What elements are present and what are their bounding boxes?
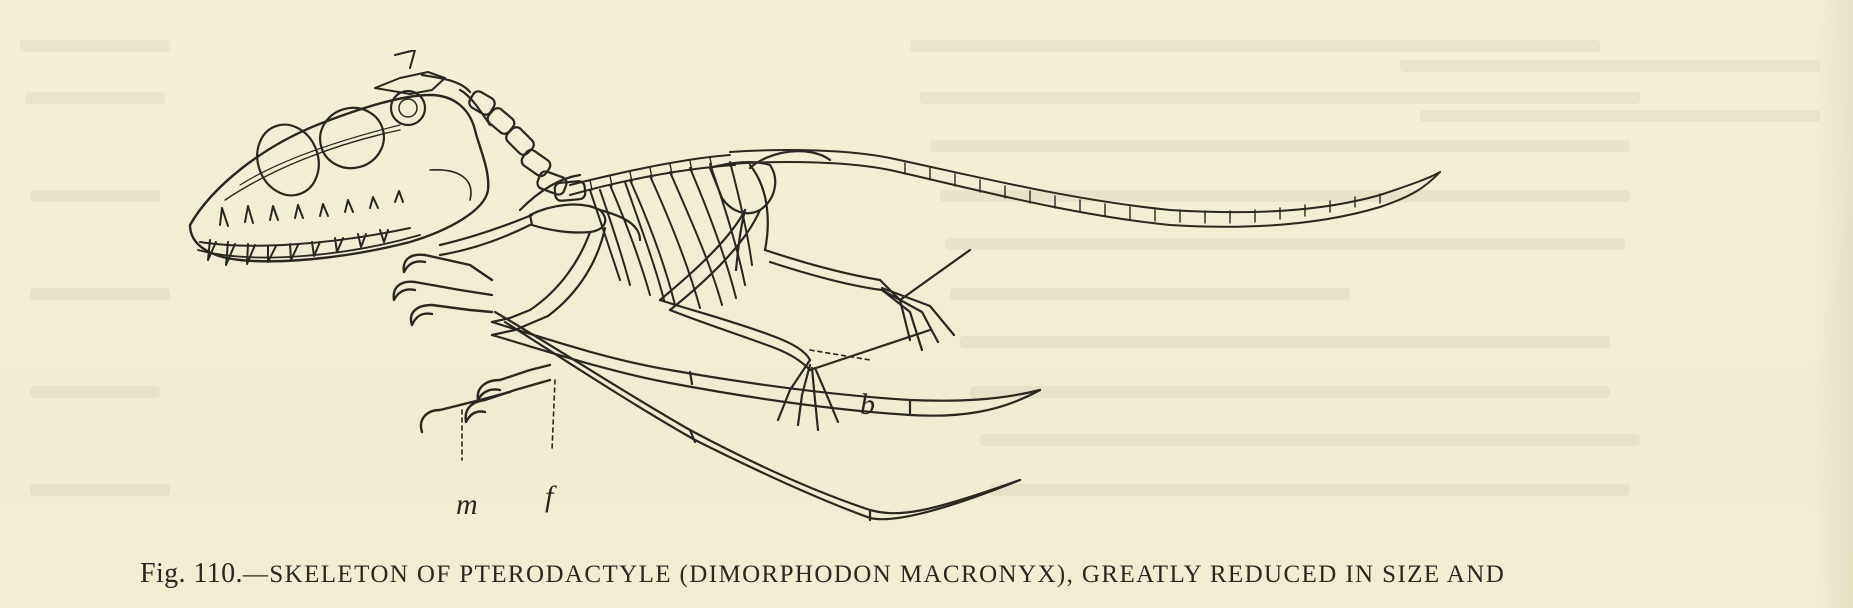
- neck-vertebrae: [422, 75, 586, 201]
- label-b: b: [860, 388, 875, 421]
- spine-and-tail: [570, 150, 1440, 227]
- hind-claws: [421, 365, 550, 432]
- page-edge-shadow: [1813, 0, 1853, 608]
- figure-number: Fig. 110.: [140, 558, 243, 589]
- forearm: [492, 228, 605, 335]
- skull: [190, 50, 488, 265]
- caption-text: SKELETON OF PTERODACTYLE (DIMORPHODON MACRONYX), GREATLY REDUCED IN SIZE AND: [269, 561, 1506, 588]
- label-f: f: [545, 480, 554, 513]
- wing-finger: [492, 312, 1040, 520]
- pterodactyle-skeleton-illustration: [170, 50, 1690, 560]
- front-claws: [394, 255, 492, 325]
- hind-leg-left: [750, 165, 970, 350]
- label-m: m: [456, 488, 478, 521]
- caption-dash: —: [242, 561, 270, 588]
- figure-caption: [140, 558, 1840, 590]
